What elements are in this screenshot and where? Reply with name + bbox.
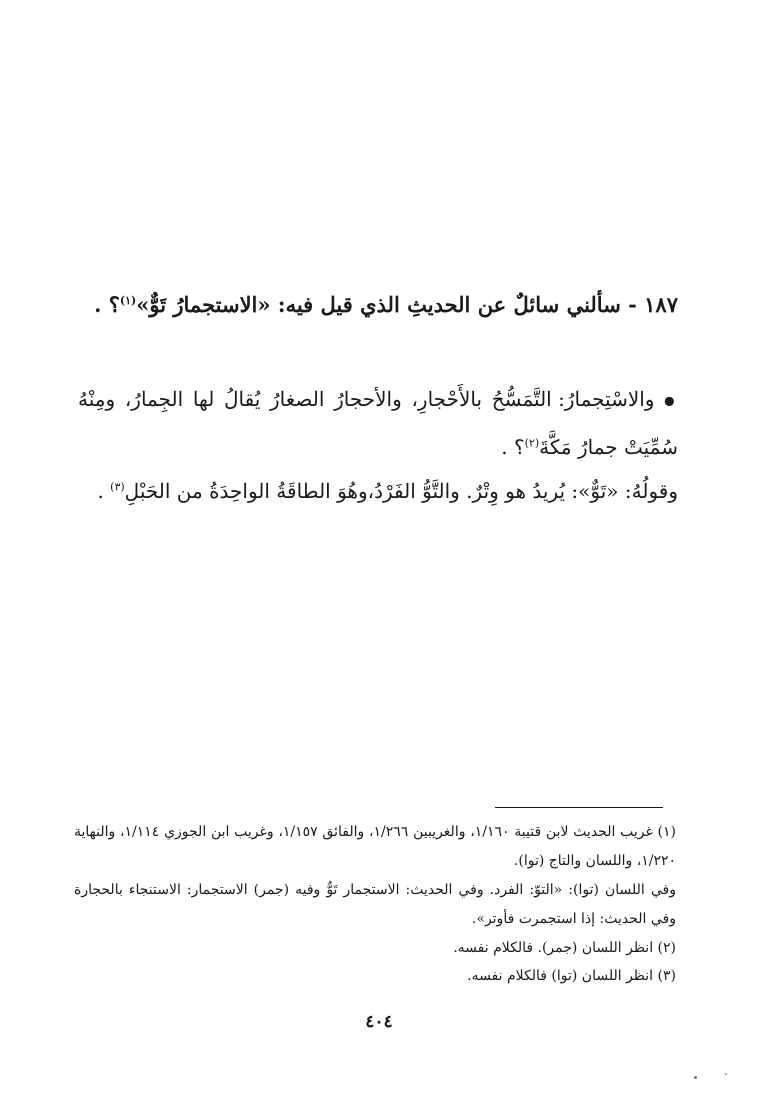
scan-speck	[694, 1076, 697, 1079]
footnote-2: (٢) انظر اللسان (جمر). فالكلام نفسه.	[453, 940, 676, 956]
footnote-divider	[495, 807, 663, 808]
bullet-icon: ●	[664, 393, 678, 408]
footnote-1-continued: وفي اللسان (توا): «التوّ: الفرد. وفي الحديث: الاستجمار تَوٌّ وفيه (جمر) الاستجمار: الاستنجاء بالحجارة وفي الحديث: إذا استجمرت فأوتر».	[74, 882, 676, 927]
question-end: ؟ .	[94, 292, 120, 317]
footnote-ref-2[interactable]: (٢)	[524, 435, 540, 449]
question-text: - سألني سائلٌ عن الحديثِ الذي قيل فيه: «الاستجمارُ تَوٌّ»	[136, 292, 637, 317]
definition-text: والاسْتِجمارُ: التَّمَسُّحُ بالأَحْجارِ، والأحجارُ الصغارُ يُقالُ لها الجِمارُ، ومِنْهُ سُمِّيَتْ جمارُ مَكَّةَ	[78, 387, 678, 459]
explanation-end: .	[97, 479, 111, 503]
footnote-3: (٣) انظر اللسان (توا) فالكلام نفسه.	[467, 968, 676, 984]
scan-speck	[725, 1073, 727, 1075]
question-number: ١٨٧	[644, 292, 678, 317]
explanation-paragraph	[78, 468, 678, 514]
footnote-ref-3[interactable]: (٣)	[110, 480, 125, 494]
definition-paragraph	[78, 376, 678, 470]
question-paragraph	[78, 282, 678, 328]
footnote-1: (١) غريب الحديث لابن قتيبة ١/١٦٠، والغريبين ١/٢٦٦، والفائق ١/١٥٧، وغريب ابن الجوزي ١/١١٤، والنهاية ١/٢٢٠، واللسان والتاج (توا).	[74, 824, 677, 869]
explanation-text: وقولُهُ: «تَوٌّ»: يُريدُ هو وِتْرٌ. والتَّوُّ الفَرْدُ،وهُوَ الطاقَةُ الواحِدَةُ من الحَبْلِ	[124, 479, 678, 503]
page-number: ٤٠٤	[365, 1012, 393, 1032]
footnote-ref-1[interactable]: (١)	[119, 294, 137, 307]
definition-end: ؟ .	[501, 434, 525, 459]
